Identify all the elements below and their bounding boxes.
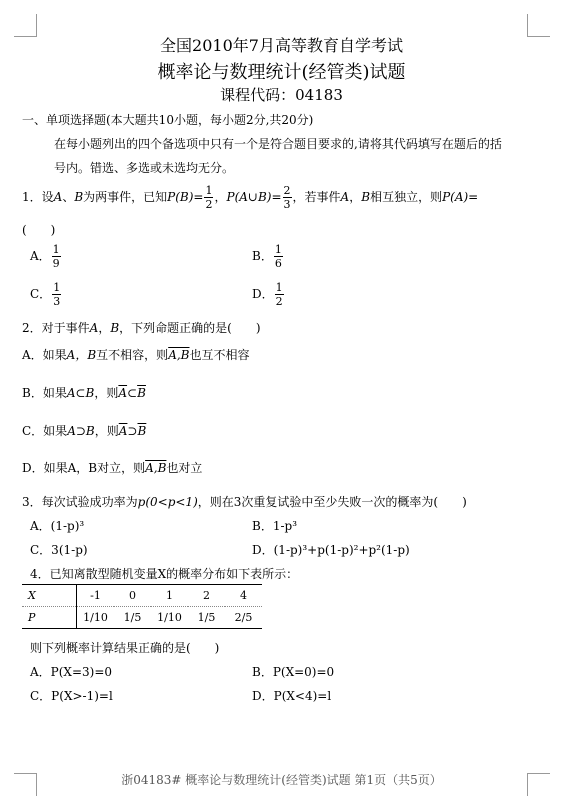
table-row-x bbox=[22, 585, 262, 607]
table-cell: -1 bbox=[77, 585, 115, 607]
question-4-follow: 则下列概率计算结果正确的是( ) bbox=[30, 641, 220, 655]
instruction-line-2: 号内。错选、多选或未选均无分。 bbox=[54, 161, 235, 175]
q2-option-c bbox=[22, 423, 146, 439]
q4-option-c: C．P(X>-1)=l bbox=[30, 689, 113, 703]
q1-pb: P(B)= bbox=[167, 190, 204, 204]
q2-option-b-bbar: $\overline{B}$ bbox=[137, 386, 146, 400]
q2-option-a-text: 互不相容，则 bbox=[96, 348, 169, 362]
q1-option-a-label: A． bbox=[30, 249, 51, 263]
page-footer: 浙04183# 概率论与数理统计(经管类)试题 第1页（共5页） bbox=[121, 773, 442, 787]
table-row-p bbox=[22, 607, 262, 629]
q1-pab-den: 3 bbox=[283, 198, 291, 211]
question-2-stem bbox=[22, 320, 261, 336]
table-head-p: P bbox=[22, 607, 77, 629]
q1-sep2: ， bbox=[349, 190, 362, 204]
q1-indep: 相互独立，则 bbox=[370, 190, 443, 204]
q1-comma: ， bbox=[214, 190, 227, 204]
q1-option-b-den: 6 bbox=[274, 257, 282, 270]
q3-p: p(0<p<1) bbox=[137, 495, 198, 509]
q1-pb-num: 1 bbox=[205, 184, 213, 197]
q1-var-b2: B bbox=[361, 190, 371, 204]
question-4-stem: 4．已知离散型随机变量X的概率分布如下表所示： bbox=[30, 567, 299, 581]
q1-var-b: B bbox=[74, 190, 84, 204]
table-cell: 1/10 bbox=[151, 607, 188, 629]
course-code: 课程代码：04183 bbox=[220, 86, 343, 104]
q1-then: ，若事件 bbox=[292, 190, 341, 204]
q1-pab-fraction bbox=[283, 184, 292, 211]
q2-option-a-pre: A．如果 bbox=[22, 348, 67, 362]
q1-pab: P(A∪B)= bbox=[226, 190, 282, 204]
q2-var-a: A bbox=[89, 321, 99, 335]
q1-option-d-fraction bbox=[275, 281, 284, 308]
q2-option-a-complements: A,B bbox=[168, 348, 190, 362]
q2-option-a bbox=[22, 347, 250, 363]
q2-option-c-text: ，则 bbox=[94, 424, 119, 438]
q2-stem-post: ，下列命题正确的是( ) bbox=[119, 321, 261, 335]
q2-option-d-end: 也对立 bbox=[166, 461, 203, 475]
table-cell: 1/10 bbox=[77, 607, 115, 629]
q2-option-b bbox=[22, 385, 146, 401]
q1-var-a2: A bbox=[340, 190, 350, 204]
q3-option-b: B．1-p³ bbox=[252, 519, 298, 533]
q2-option-a-vars: A，B bbox=[66, 348, 97, 362]
q3-option-c: C．3(1-p) bbox=[30, 543, 88, 557]
q1-mid: 为两事件，已知 bbox=[83, 190, 168, 204]
q1-option-a-den: 9 bbox=[52, 257, 60, 270]
q1-option-c-label: C． bbox=[30, 287, 52, 301]
q1-pa: P(A)= bbox=[442, 190, 479, 204]
q4-option-b: B．P(X=0)=0 bbox=[252, 665, 335, 679]
q1-option-d-label: D． bbox=[252, 287, 274, 301]
q2-option-b-op: ⊂ bbox=[127, 386, 138, 400]
q2-option-b-relation: A⊂B bbox=[66, 386, 95, 400]
q3-stem-pre: 3．每次试验成功率为 bbox=[22, 495, 138, 509]
q2-option-c-abar: $\overline{A}$ bbox=[118, 424, 128, 438]
q2-option-d-complements: A,B bbox=[145, 461, 167, 475]
exam-subject: 概率论与数理统计(经管类)试题 bbox=[157, 62, 406, 83]
q2-option-d bbox=[22, 460, 202, 476]
q1-sep: 、 bbox=[62, 190, 75, 204]
q2-option-c-bbar: $\overline{B}$ bbox=[137, 424, 147, 438]
q3-stem-post: ，则在3次重复试验中至少失败一次的概率为( ) bbox=[197, 495, 467, 509]
q1-option-b bbox=[252, 242, 284, 270]
q2-option-d-pre: D．如果A，B对立，则 bbox=[22, 461, 146, 475]
q3-option-a: A．(1-p)³ bbox=[30, 519, 85, 533]
q3-option-d: D．(1-p)³+p(1-p)²+p²(1-p) bbox=[252, 543, 410, 557]
q1-var-a: A bbox=[53, 190, 63, 204]
table-cell: 1/5 bbox=[114, 607, 151, 629]
q1-pab-num: 2 bbox=[283, 184, 291, 197]
q2-sep: ， bbox=[98, 321, 111, 335]
q1-option-a-fraction bbox=[52, 243, 61, 270]
q4-option-a: A．P(X=3)=0 bbox=[30, 665, 113, 679]
q2-option-c-relation: A⊃B bbox=[67, 424, 95, 438]
section-heading: 一、单项选择题(本大题共10小题，每小题2分,共20分) bbox=[22, 113, 314, 127]
distribution-table bbox=[22, 584, 262, 629]
q1-option-b-fraction bbox=[274, 243, 283, 270]
table-cell: 1 bbox=[151, 585, 188, 607]
question-3-stem bbox=[22, 494, 467, 510]
exam-title: 全国2010年7月高等教育自学考试 bbox=[160, 36, 403, 55]
table-cell: 1/5 bbox=[188, 607, 225, 629]
question-1-paren: ( ) bbox=[22, 223, 56, 237]
instruction-line-1: 在每小题列出的四个备选项中只有一个是符合题目要求的,请将其代码填写在题后的括 bbox=[54, 137, 502, 151]
table-cell: 0 bbox=[114, 585, 151, 607]
q1-option-a-num: 1 bbox=[52, 243, 60, 256]
table-cell: 2 bbox=[188, 585, 225, 607]
question-1-stem bbox=[22, 182, 478, 212]
q2-stem-pre: 2．对于事件 bbox=[22, 321, 90, 335]
table-cell: 2/5 bbox=[225, 607, 262, 629]
q1-pb-den: 2 bbox=[205, 198, 213, 211]
q1-option-b-num: 1 bbox=[274, 243, 282, 256]
q1-option-b-label: B． bbox=[252, 249, 273, 263]
q1-pb-fraction bbox=[204, 184, 213, 211]
q1-option-d bbox=[252, 280, 285, 308]
q1-option-d-num: 1 bbox=[275, 281, 283, 294]
q1-option-d-den: 2 bbox=[275, 295, 283, 308]
table-cell: 4 bbox=[225, 585, 262, 607]
q2-var-b: B bbox=[110, 321, 120, 335]
q1-prefix: 1．设 bbox=[22, 190, 54, 204]
q2-option-c-pre: C．如果 bbox=[22, 424, 68, 438]
table-head-x: X bbox=[22, 585, 77, 607]
q2-option-b-pre: B．如果 bbox=[22, 386, 67, 400]
q1-option-a bbox=[30, 242, 62, 270]
q1-option-c-den: 3 bbox=[53, 295, 61, 308]
q2-option-b-text: ，则 bbox=[94, 386, 119, 400]
q2-option-b-abar: $\overline{A}$ bbox=[118, 386, 128, 400]
q2-option-c-op: ⊃ bbox=[127, 424, 138, 438]
q2-option-a-end: 也互不相容 bbox=[189, 348, 250, 362]
q1-option-c-fraction bbox=[52, 281, 61, 308]
q1-option-c bbox=[30, 280, 62, 308]
q1-option-c-num: 1 bbox=[53, 281, 61, 294]
q4-option-d: D．P(X<4)=l bbox=[252, 689, 332, 703]
